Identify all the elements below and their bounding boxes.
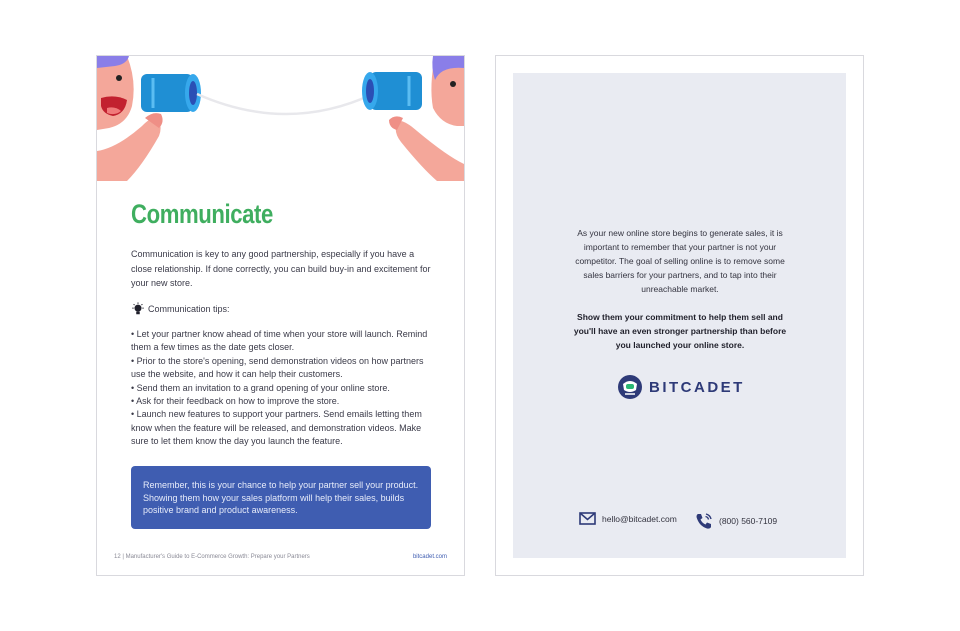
tin-can-phone-illustration xyxy=(97,56,464,181)
logo-text: BITCADET xyxy=(649,378,745,396)
phone-contact[interactable] xyxy=(695,512,777,530)
bitcadet-logo xyxy=(617,374,745,400)
phone-icon xyxy=(695,512,713,530)
email-text[interactable]: hello@bitcadet.com xyxy=(602,513,677,524)
envelope-icon xyxy=(579,512,596,525)
bitcadet-logo-icon xyxy=(617,374,643,400)
tips-heading xyxy=(131,302,230,316)
footer-link[interactable]: bitcadet.com xyxy=(412,554,447,560)
tips-heading-label: Communication tips: xyxy=(148,304,230,314)
email-contact[interactable] xyxy=(579,512,677,525)
bold-paragraph: Show them your commitment to help them sell and you'll have an even stronger partnership than before you launched your online store. xyxy=(573,312,787,350)
left-page xyxy=(96,55,465,576)
phone-text[interactable]: (800) 560-7109 xyxy=(719,516,778,526)
list-item: • Launch new features to support your partners. Send emails letting them know when the feature will be released, and demonstration videos. Make sure to let them know the day you launch the feature. xyxy=(131,408,433,448)
tips-list xyxy=(131,328,433,449)
callout-box: Remember, this is your chance to help your partner sell your product. Showing them how your sales platform will help their sales, builds positive brand and product awareness. xyxy=(131,466,431,529)
list-item: • Prior to the store's opening, send demonstration videos on how partners use the website, and how it can help their customers. xyxy=(131,355,433,382)
list-item: • Ask for their feedback on how to improve the store. xyxy=(131,395,433,408)
page-title: Communicate xyxy=(131,199,273,229)
page-footer-text: 12 | Manufacturer's Guide to E-Commerce Growth: Prepare your Partners xyxy=(114,554,310,560)
body-paragraph: As your new online store begins to generate sales, it is important to remember that your partner is not your competitor. The goal of selling online is to remove some sales barriers for your partners, and to tap into their unreachable market. xyxy=(575,228,785,294)
list-item: • Send them an invitation to a grand opening of your online store. xyxy=(131,382,433,395)
list-item: • Let your partner know ahead of time when your store will launch. Remind them a few times as the date gets closer. xyxy=(131,328,433,355)
right-page xyxy=(495,55,864,576)
lightbulb-icon xyxy=(131,302,145,316)
content-panel xyxy=(513,73,846,558)
intro-paragraph: Communication is key to any good partnership, especially if you have a close relationship. If done correctly, you can build buy-in and excitement for your new store. xyxy=(131,249,431,288)
